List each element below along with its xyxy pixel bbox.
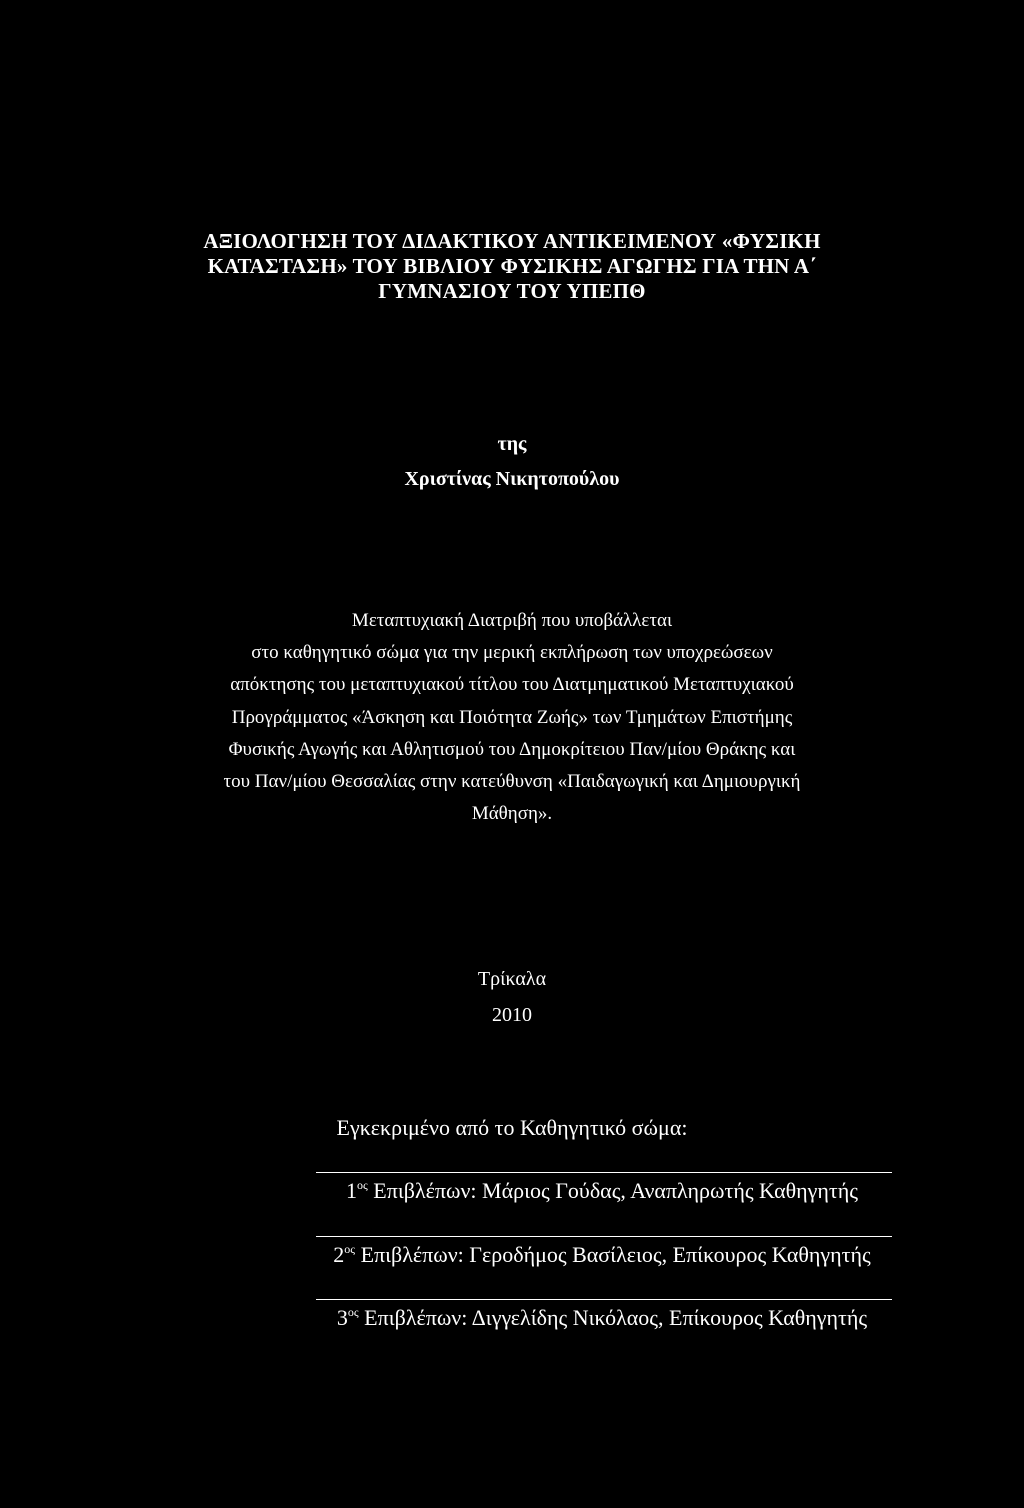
thesis-line: Προγράμματος «Άσκηση και Ποιότητα Ζωής» των Τμημάτων Επιστήμης: [231, 706, 793, 728]
supervisor-text: Επιβλέπων: Γεροδήμος Βασίλειος, Επίκουρος Καθηγητής: [360, 1242, 871, 1267]
supervisor-2: [0, 1241, 1024, 1269]
author-name: Χριστίνας Νικητοπούλου: [404, 468, 620, 490]
title-line: ΓΥΜΝΑΣΙΟΥ ΤΟΥ ΥΠΕΠΘ: [378, 279, 646, 303]
thesis-line: Μάθηση».: [471, 803, 553, 825]
approved-by-heading: Εγκεκριμένο από το Καθηγητικό σώμα:: [336, 1115, 688, 1140]
thesis-line: Μεταπτυχιακή Διατριβή που υποβάλλεται: [351, 610, 673, 631]
thesis-description: [0, 609, 1024, 826]
supervisor-ordinal: 2: [333, 1242, 345, 1267]
ordinal-suffix: ος: [347, 1305, 359, 1319]
thesis-line: στο καθηγητικό σώμα για την μερική εκπλήρωση των υποχρεώσεων: [251, 642, 773, 664]
thesis-line: Φυσικής Αγωγής και Αθλητισμού του Δημοκρίτειου Παν/μίου Θράκης και: [228, 738, 796, 760]
supervisor-text: Επιβλέπων: Διγγελίδης Νικόλαος, Επίκουρος Καθηγητής: [364, 1305, 868, 1330]
year: 2010: [492, 1004, 532, 1026]
thesis-title: [0, 229, 1024, 304]
supervisor-ordinal: 1: [346, 1178, 358, 1203]
thesis-line: απόκτησης του μεταπτυχιακού τίτλου του Διατμηματικού Μεταπτυχιακού: [230, 674, 794, 696]
ordinal-suffix: ος: [344, 1242, 356, 1256]
thesis-line: του Παν/μίου Θεσσαλίας στην κατεύθυνση «Παιδαγωγική και Δημιουργική: [223, 770, 801, 792]
signature-line: [316, 1236, 892, 1237]
signature-line: [316, 1299, 892, 1300]
title-line: ΚΑΤΑΣΤΑΣΗ» ΤΟΥ ΒΙΒΛΙΟΥ ΦΥΣΙΚΗΣ ΑΓΩΓΗΣ ΓΙΑ ΤΗΝ Α΄: [207, 254, 817, 278]
place: Τρίκαλα: [477, 968, 547, 990]
ordinal-suffix: ος: [357, 1178, 368, 1192]
supervisor-3: [0, 1304, 1024, 1332]
supervisor-1: [0, 1177, 1024, 1205]
title-line: ΑΞΙΟΛΟΓΗΣΗ ΤΟΥ ΔΙΔΑΚΤΙΚΟΥ ΑΝΤΙΚΕΙΜΕΝΟΥ «ΦΥΣΙΚΗ: [203, 229, 821, 253]
supervisor-text: Επιβλέπων: Μάριος Γούδας, Αναπληρωτής Καθηγητής: [373, 1178, 858, 1203]
by-word: της: [497, 433, 527, 455]
signature-line: [316, 1172, 892, 1173]
supervisor-ordinal: 3: [336, 1305, 348, 1330]
